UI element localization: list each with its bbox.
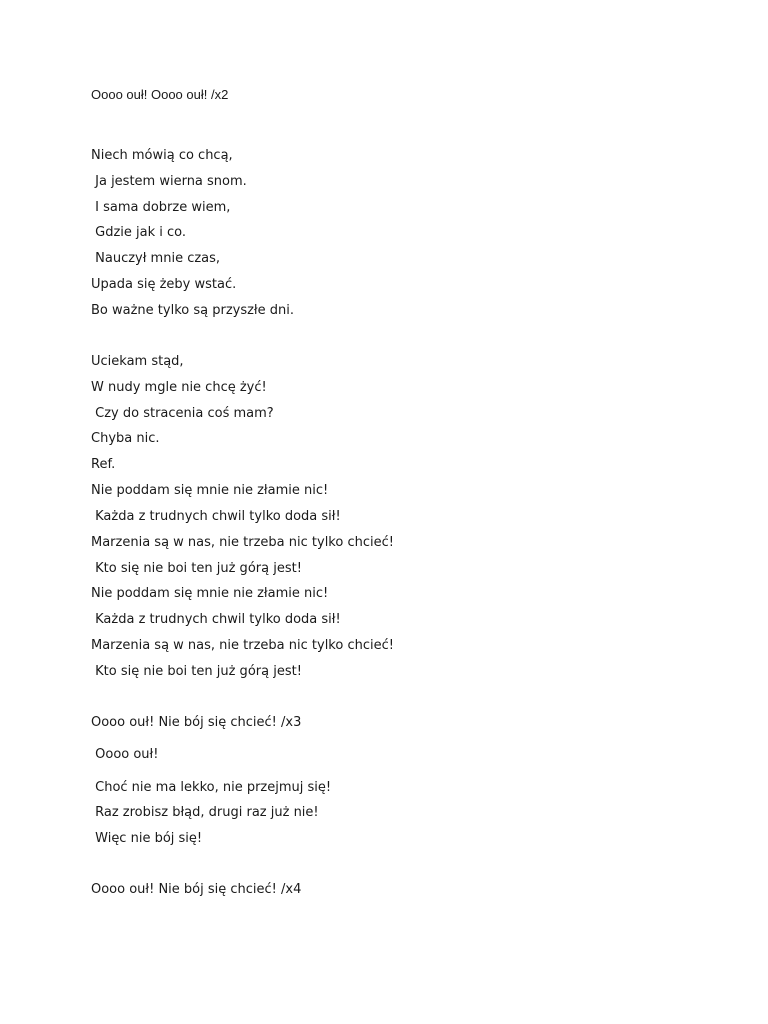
lyric-line: Marzenia są w nas, nie trzeba nic tylko chcieć! — [91, 535, 394, 550]
lyric-line: Więc nie bój się! — [91, 831, 203, 846]
lyric-line: Oooo ouł! — [91, 747, 159, 762]
lyric-line: Nie poddam się mnie nie złamie nic! — [91, 483, 329, 498]
lyric-line: Kto się nie boi ten już górą jest! — [91, 664, 302, 679]
lyric-line: Niech mówią co chcą, — [91, 148, 233, 163]
lyric-line: Ja jestem wierna snom. — [91, 174, 247, 189]
lyric-line: Raz zrobisz błąd, drugi raz już nie! — [91, 805, 319, 820]
lyric-line: Gdzie jak i co. — [91, 225, 187, 240]
song-heading: Oooo ouł! Oooo ouł! /x2 — [91, 87, 229, 102]
lyric-line: Kto się nie boi ten już górą jest! — [91, 561, 302, 576]
lyric-line: W nudy mgle nie chcę żyć! — [91, 380, 267, 395]
lyric-line: Oooo ouł! Nie bój się chcieć! /x3 — [91, 715, 302, 730]
lyric-line: Czy do stracenia coś mam? — [91, 406, 274, 421]
lyric-line: I sama dobrze wiem, — [91, 200, 231, 215]
lyric-line: Oooo ouł! Nie bój się chcieć! /x4 — [91, 882, 302, 897]
lyric-line: Upada się żeby wstać. — [91, 277, 237, 292]
lyric-line: Nauczył mnie czas, — [91, 251, 221, 266]
lyric-line: Każda z trudnych chwil tylko doda sił! — [91, 612, 341, 627]
lyric-line: Uciekam stąd, — [91, 354, 184, 369]
lyric-line: Bo ważne tylko są przyszłe dni. — [91, 303, 294, 318]
lyric-line: Marzenia są w nas, nie trzeba nic tylko chcieć! — [91, 638, 394, 653]
lyric-line: Chyba nic. — [91, 431, 160, 446]
lyric-line: Nie poddam się mnie nie złamie nic! — [91, 586, 329, 601]
refrain-label: Ref. — [91, 457, 116, 472]
lyric-line: Każda z trudnych chwil tylko doda sił! — [91, 509, 341, 524]
lyric-line: Choć nie ma lekko, nie przejmuj się! — [91, 780, 332, 795]
